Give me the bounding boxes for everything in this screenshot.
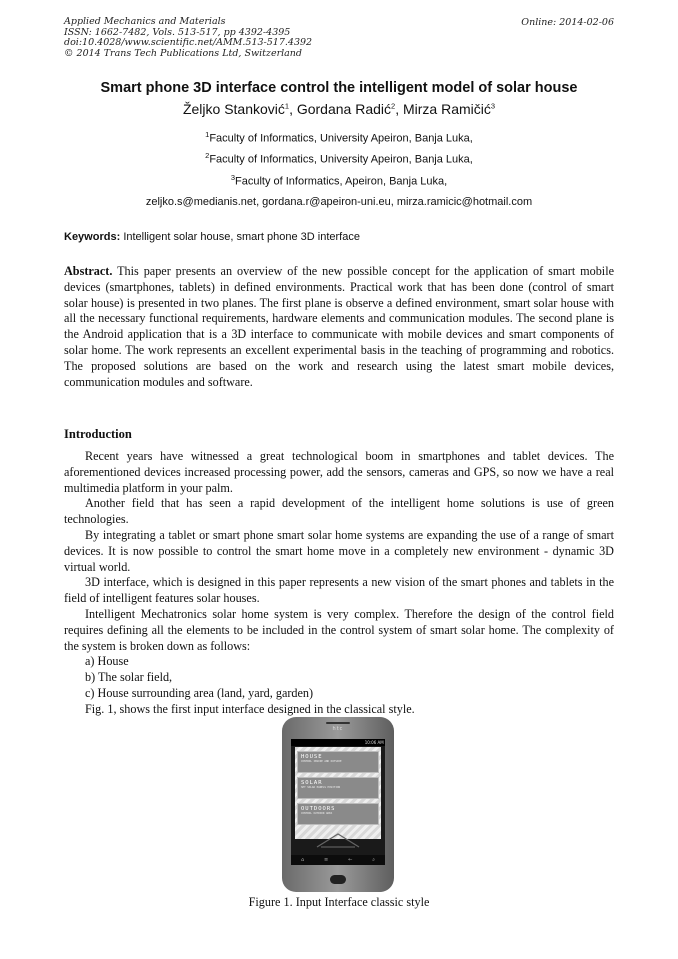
search-key-icon[interactable]: ⌕ <box>372 857 376 863</box>
menu-tile-outdoors[interactable] <box>297 803 379 825</box>
author-name: Gordana Radić <box>296 101 392 117</box>
paragraph: Intelligent Mechatronics solar home system is very complex. Therefore the design of the control field requires defining all the elements to be included in the control system of smart solar home. The complexity of the system is broken down as follows: <box>64 606 614 653</box>
author-name: Željko Stanković <box>182 101 285 117</box>
menu-tile-solar[interactable] <box>297 777 379 799</box>
affiliation <box>40 173 638 188</box>
home-key-icon[interactable]: ⌂ <box>300 857 305 863</box>
section-heading: Introduction <box>64 427 132 441</box>
affiliation-sup: 1 <box>205 130 210 139</box>
copyright: © 2014 Trans Tech Publications Ltd, Switzerland <box>64 47 303 59</box>
author-name: Mirza Ramičić <box>402 101 491 117</box>
affiliation-text: Faculty of Informatics, University Apeiron, Banja Luka, <box>209 132 473 145</box>
online-date: Online: 2014-02-06 <box>521 17 614 28</box>
house-outline-icon <box>315 831 361 849</box>
paper-title: Smart phone 3D interface control the intelligent model of solar house <box>100 80 578 96</box>
affiliation-sup: 3 <box>230 173 235 182</box>
affiliation <box>40 130 638 145</box>
menu-key-icon[interactable]: ≡ <box>324 857 329 863</box>
tile-label: HOUSE <box>301 754 323 760</box>
affiliation-sup: 2 <box>205 151 210 160</box>
doi: doi:10.4028/www.scientific.net/AMM.513-517.4392 <box>64 37 313 48</box>
keywords <box>64 231 360 243</box>
status-time: 10:06 AM <box>364 740 384 745</box>
journal-name: Applied Mechanics and Materials <box>64 16 226 27</box>
tile-sub: CONTROL INSIDE AND OUTSIDE <box>301 760 342 763</box>
phone-body <box>282 717 394 892</box>
hardware-button[interactable] <box>330 875 346 884</box>
authors: Željko Stanković$^1$, Gordana Radić$^2$, Mirza Ramičić$^3$ <box>182 101 496 117</box>
list-item: a) House <box>85 654 129 669</box>
affiliation-text: Faculty of Informatics, University Apeiron, Banja Luka, <box>209 153 473 166</box>
issn: ISSN: 1662-7482, Vols. 513-517, pp 4392-4395 <box>64 26 291 38</box>
affiliation <box>40 151 638 166</box>
abstract-text: This paper presents an overview of the new possible concept for the application of smart mobile devices (smartphones, tablets) in defined environments. Practical work that has been done (control of smart solar house) is presented in two planes. The first plane is observe a defined environment, smart solar house with all the necessary functional requirements, hardware elements and communication modules. The second plane is the Android application that is a 3D interface to communicate with mobile devices and smart components of solar home. The work represents an excellent experimental basis in the teaching of programming and robotics. The proposed solutions are based on the work and research using the latest smart mobile devices, communication modules and software. <box>64 264 614 389</box>
author-sup: 2 <box>391 101 396 111</box>
introduction-body <box>64 449 614 718</box>
abstract-label: Abstract. <box>64 264 113 278</box>
paragraph: 3D interface, which is designed in this paper represents a new vision of the smart phones and tablets in the field of intelligent features solar houses. <box>64 575 614 606</box>
speaker-grille <box>326 722 350 724</box>
paragraph: Another field that has seen a rapid development of the intelligent home solutions is use of green technologies. <box>64 496 614 527</box>
paragraph: Fig. 1, shows the first input interface designed in the classical style. <box>85 701 415 716</box>
keywords-label: Keywords: <box>64 231 121 243</box>
list-item: b) The solar field, <box>85 670 173 685</box>
tile-sub: CONTROL OUTDOOR AREA <box>301 812 333 815</box>
author-sup: 1 <box>284 101 290 111</box>
list-item: c) House surrounding area (land, yard, garden) <box>85 685 314 700</box>
phone-screen <box>291 739 385 865</box>
status-bar <box>291 739 385 746</box>
phone-brand-logo: htc <box>332 726 344 732</box>
abstract <box>64 264 614 390</box>
author-sup: 3 <box>490 101 496 111</box>
keywords-text: Intelligent solar house, smart phone 3D interface <box>123 231 360 243</box>
tile-label: SOLAR <box>301 780 323 786</box>
journal-meta <box>64 17 312 59</box>
soft-keys <box>291 855 385 865</box>
phone-figure <box>282 717 394 892</box>
paragraph: By integrating a tablet or smart phone smart solar home systems are expanding the use of a range of smart devices. It is now possible to control the smart home move in a completely new environment - dynamic 3D virtual world. <box>64 527 614 574</box>
affiliation-text: Faculty of Informatics, Apeiron, Banja Luka, <box>235 175 448 188</box>
menu-tile-house[interactable] <box>297 751 379 773</box>
author-emails: zeljko.s@medianis.net, gordana.r@apeiron-uni.eu, mirza.ramicic@hotmail.com <box>145 196 533 208</box>
paragraph: Recent years have witnessed a great technological boom in smartphones and tablet devices. The aforementioned devices increased processing power, add the sensors, cameras and GPS, so now we have a real multimedia platform in your palm. <box>64 449 614 495</box>
tile-sub: SET SOLAR PANELS POSITION <box>301 786 341 789</box>
figure-caption: Figure 1. Input Interface classic style <box>248 895 430 909</box>
tile-label: OUTDOORS <box>301 806 336 812</box>
back-key-icon[interactable]: ← <box>348 857 353 863</box>
